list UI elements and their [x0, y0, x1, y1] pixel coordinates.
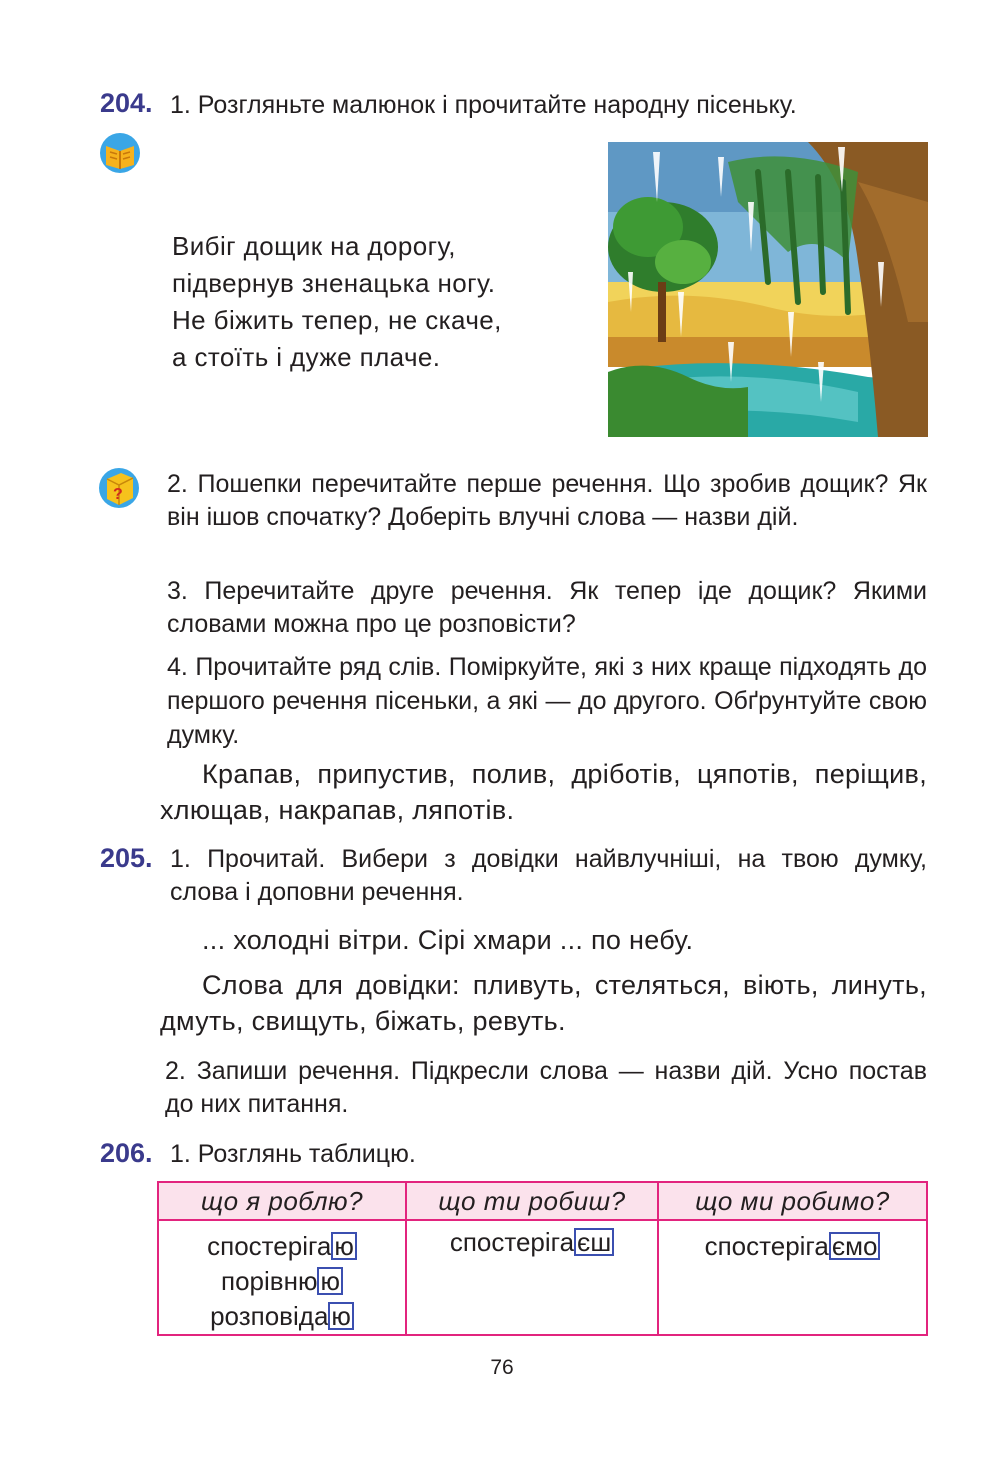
- poem-line: а стоїть і дуже плаче.: [172, 342, 441, 372]
- ending-box: єш: [574, 1228, 614, 1256]
- verb-stem: розповіда: [210, 1301, 329, 1331]
- ex205-task2: 2. Запиши речення. Підкресли слова — назви дій. Усно постав до них питання.: [165, 1057, 927, 1118]
- ex204-task3: 3. Перечитайте друге речення. Як тепер іде дощик? Якими словами можна про це розповісти?: [167, 577, 927, 638]
- verb-stem: спостеріга: [207, 1231, 332, 1261]
- ending-box: ємо: [829, 1232, 881, 1260]
- question-cube-icon: [97, 467, 143, 509]
- rain-illustration: [608, 142, 928, 437]
- verb-form: [659, 1229, 926, 1264]
- table-cell: [406, 1220, 658, 1335]
- table-header: що ти робиш?: [406, 1182, 658, 1220]
- ending-box: ю: [331, 1232, 357, 1260]
- svg-text:?: ?: [113, 486, 123, 503]
- verb-form: [159, 1299, 405, 1334]
- table-cell: [158, 1220, 406, 1335]
- poem: [172, 228, 502, 376]
- ex204-words: Крапав, припустив, полив, дріботів, цяпотів, періщив, хлющав, накрапав, ляпотів.: [160, 759, 927, 825]
- ex205-task1: 1. Прочитай. Вибери з довідки найвлучніші, на твою думку, слова і доповни речення.: [170, 845, 927, 906]
- poem-line: підвернув зненацька ногу.: [172, 268, 496, 298]
- verb-stem: порівню: [221, 1266, 318, 1296]
- verb-form: [159, 1229, 405, 1264]
- poem-line: Не біжить тепер, не скаче,: [172, 305, 502, 335]
- exercise-number-205: 205.: [100, 843, 153, 873]
- ex205-sentence: ... холодні вітри. Сірі хмари ... по небу.: [202, 925, 694, 955]
- poem-line: Вибіг дощик на дорогу,: [172, 231, 456, 261]
- ex204-task4: 4. Прочитайте ряд слів. Поміркуйте, які з них краще підходять до першого речення пісеньки, а які — до другого. Обґрунтуйте свою думку.: [167, 653, 927, 749]
- verb-form: [159, 1264, 405, 1299]
- exercise-number-206: 206.: [100, 1138, 153, 1168]
- verb-form: [407, 1225, 657, 1260]
- ex205-help: Слова для довідки: пливуть, стеляться, віють, линуть, дмуть, свищуть, біжать, ревуть.: [160, 970, 927, 1036]
- page-number: 76: [490, 1356, 514, 1379]
- exercise-number-204: 204.: [100, 88, 153, 118]
- table-header: що я роблю?: [158, 1182, 406, 1220]
- table-row: [158, 1220, 927, 1335]
- ending-box: ю: [317, 1267, 343, 1295]
- ex206-task1: 1. Розглянь таблицю.: [170, 1140, 416, 1168]
- table-header: що ми робимо?: [658, 1182, 927, 1220]
- reading-book-icon: [98, 132, 144, 174]
- ex204-task2: 2. Пошепки перечитайте перше речення. Що зробив дощик? Як він ішов спочатку? Доберіть влучні слова — назви дій.: [167, 470, 927, 531]
- ending-box: ю: [328, 1302, 354, 1330]
- verb-stem: спостеріга: [449, 1227, 575, 1257]
- ex204-task1: 1. Розгляньте малюнок і прочитайте народну пісеньку.: [170, 91, 797, 119]
- table-cell: [658, 1220, 927, 1335]
- verb-endings-table: [157, 1181, 928, 1336]
- table-header-row: [158, 1182, 927, 1220]
- verb-stem: спостеріга: [704, 1231, 829, 1261]
